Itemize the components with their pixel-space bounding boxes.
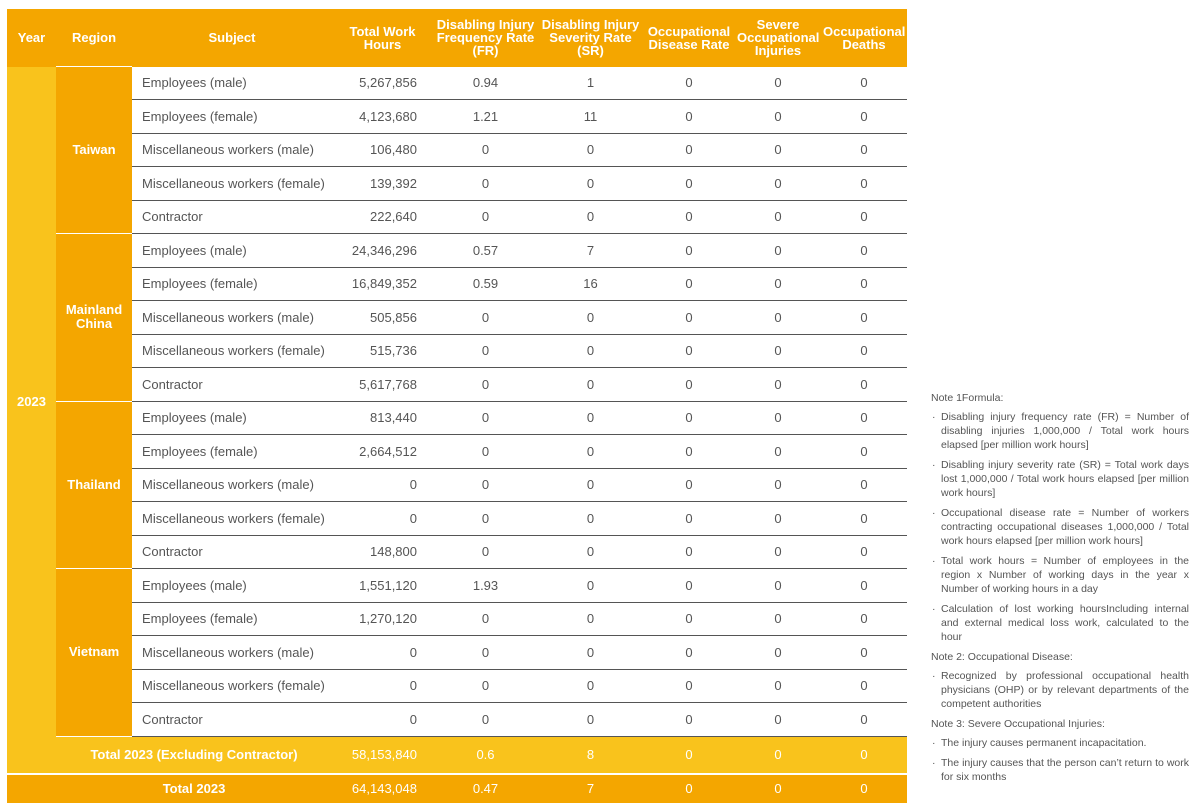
work-hours-cell: 0: [332, 703, 433, 737]
total-work-hours-cell: 64,143,048: [332, 774, 433, 804]
note-list: [931, 410, 1189, 644]
work-hours-cell: 222,640: [332, 200, 433, 234]
notes-panel: [931, 391, 1189, 790]
subject-cell: Employees (female): [132, 602, 332, 636]
severe-injuries-cell: 0: [735, 602, 821, 636]
disease-rate-cell: 0: [643, 133, 735, 167]
severity-rate-cell: 0: [538, 535, 643, 569]
deaths-cell: 0: [821, 401, 907, 435]
work-hours-cell: 106,480: [332, 133, 433, 167]
work-hours-cell: 16,849,352: [332, 267, 433, 301]
header-deaths: Occupational Deaths: [821, 9, 907, 67]
frequency-rate-cell: 0: [433, 502, 538, 536]
severe-injuries-cell: 0: [735, 502, 821, 536]
disease-rate-cell: 0: [643, 401, 735, 435]
table-row: [7, 133, 907, 167]
deaths-cell: 0: [821, 669, 907, 703]
subject-cell: Miscellaneous workers (female): [132, 167, 332, 201]
note-item: · Disabling injury frequency rate (FR) = Number of disabling injuries 1,000,000 / Total work hours elapsed [per million work hours]: [931, 410, 1189, 452]
severity-rate-cell: 0: [538, 200, 643, 234]
subject-cell: Employees (female): [132, 435, 332, 469]
frequency-rate-cell: 0: [433, 602, 538, 636]
safety-statistics-table: [7, 9, 907, 805]
header-year: Year: [7, 9, 56, 67]
region-cell: Thailand: [56, 401, 132, 569]
work-hours-cell: 4,123,680: [332, 100, 433, 134]
total-disease-rate-cell: 0: [643, 774, 735, 804]
note-title: Note 2: Occupational Disease:: [931, 651, 1073, 663]
deaths-cell: 0: [821, 569, 907, 603]
severity-rate-cell: 0: [538, 703, 643, 737]
severity-rate-cell: 0: [538, 401, 643, 435]
work-hours-cell: 505,856: [332, 301, 433, 335]
subject-cell: Miscellaneous workers (male): [132, 301, 332, 335]
severe-injuries-cell: 0: [735, 100, 821, 134]
frequency-rate-cell: 1.93: [433, 569, 538, 603]
deaths-cell: 0: [821, 636, 907, 670]
frequency-rate-cell: 0: [433, 301, 538, 335]
severe-injuries-cell: 0: [735, 200, 821, 234]
deaths-cell: 0: [821, 100, 907, 134]
table-row: [7, 703, 907, 737]
table-row: [7, 636, 907, 670]
disease-rate-cell: 0: [643, 468, 735, 502]
table-row: [7, 267, 907, 301]
table-row: [7, 535, 907, 569]
disease-rate-cell: 0: [643, 334, 735, 368]
total-severe-injuries-cell: 0: [735, 774, 821, 804]
frequency-rate-cell: 0: [433, 368, 538, 402]
subject-cell: Employees (male): [132, 234, 332, 268]
frequency-rate-cell: 0: [433, 636, 538, 670]
deaths-cell: 0: [821, 301, 907, 335]
severity-rate-cell: 0: [538, 468, 643, 502]
header-total-work-hours: Total Work Hours: [332, 9, 433, 67]
severe-injuries-cell: 0: [735, 435, 821, 469]
deaths-cell: 0: [821, 67, 907, 100]
total-severity-rate-cell: 7: [538, 774, 643, 804]
header-frequency-rate: Disabling Injury Frequency Rate (FR): [433, 9, 538, 67]
frequency-rate-cell: 0.57: [433, 234, 538, 268]
header-subject: Subject: [132, 9, 332, 67]
work-hours-cell: 5,267,856: [332, 67, 433, 100]
severity-rate-cell: 0: [538, 334, 643, 368]
note-item: · Total work hours = Number of employees in the region x Number of working days in the year x Number of working hours in a day: [931, 554, 1189, 596]
total-severity-rate-cell: 8: [538, 736, 643, 774]
table-row: [7, 234, 907, 268]
work-hours-cell: 24,346,296: [332, 234, 433, 268]
disease-rate-cell: 0: [643, 368, 735, 402]
severity-rate-cell: 11: [538, 100, 643, 134]
table-row: [7, 200, 907, 234]
total-severe-injuries-cell: 0: [735, 736, 821, 774]
frequency-rate-cell: 0.94: [433, 67, 538, 100]
header-severe-injuries: Severe Occupational Injuries: [735, 9, 821, 67]
total-label: Total 2023 (Excluding Contractor): [56, 736, 332, 774]
subject-cell: Employees (female): [132, 100, 332, 134]
total-frequency-rate-cell: 0.6: [433, 736, 538, 774]
subject-cell: Employees (male): [132, 67, 332, 100]
subject-cell: Miscellaneous workers (male): [132, 468, 332, 502]
table-row: [7, 602, 907, 636]
work-hours-cell: 1,551,120: [332, 569, 433, 603]
frequency-rate-cell: 0: [433, 435, 538, 469]
frequency-rate-cell: 0: [433, 200, 538, 234]
frequency-rate-cell: 0: [433, 535, 538, 569]
severity-rate-cell: 0: [538, 301, 643, 335]
severe-injuries-cell: 0: [735, 368, 821, 402]
severe-injuries-cell: 0: [735, 468, 821, 502]
severity-rate-cell: 0: [538, 502, 643, 536]
region-cell: Vietnam: [56, 569, 132, 737]
disease-rate-cell: 0: [643, 67, 735, 100]
table-row: [7, 401, 907, 435]
severity-rate-cell: 0: [538, 133, 643, 167]
table-row: [7, 301, 907, 335]
disease-rate-cell: 0: [643, 234, 735, 268]
severe-injuries-cell: 0: [735, 133, 821, 167]
table-row: [7, 100, 907, 134]
frequency-rate-cell: 0.59: [433, 267, 538, 301]
subject-cell: Miscellaneous workers (female): [132, 334, 332, 368]
severity-rate-cell: 0: [538, 669, 643, 703]
region-cell: Mainland China: [56, 234, 132, 402]
deaths-cell: 0: [821, 535, 907, 569]
note-title: Note 3: Severe Occupational Injuries:: [931, 718, 1105, 730]
total-spacer: [7, 774, 56, 804]
note-item: · The injury causes permanent incapacitation.: [931, 736, 1189, 750]
frequency-rate-cell: 0: [433, 133, 538, 167]
subject-cell: Employees (male): [132, 401, 332, 435]
severe-injuries-cell: 0: [735, 636, 821, 670]
disease-rate-cell: 0: [643, 301, 735, 335]
total-row: [7, 736, 907, 774]
severe-injuries-cell: 0: [735, 669, 821, 703]
disease-rate-cell: 0: [643, 100, 735, 134]
severe-injuries-cell: 0: [735, 167, 821, 201]
disease-rate-cell: 0: [643, 636, 735, 670]
work-hours-cell: 0: [332, 502, 433, 536]
deaths-cell: 0: [821, 435, 907, 469]
header-row: [7, 9, 907, 67]
severe-injuries-cell: 0: [735, 535, 821, 569]
severe-injuries-cell: 0: [735, 569, 821, 603]
severity-rate-cell: 16: [538, 267, 643, 301]
header-severity-rate: Disabling Injury Severity Rate (SR): [538, 9, 643, 67]
work-hours-cell: 0: [332, 669, 433, 703]
severity-rate-cell: 0: [538, 602, 643, 636]
severity-rate-cell: 0: [538, 167, 643, 201]
subject-cell: Contractor: [132, 368, 332, 402]
disease-rate-cell: 0: [643, 535, 735, 569]
work-hours-cell: 515,736: [332, 334, 433, 368]
subject-cell: Employees (male): [132, 569, 332, 603]
severe-injuries-cell: 0: [735, 334, 821, 368]
frequency-rate-cell: 1.21: [433, 100, 538, 134]
deaths-cell: 0: [821, 267, 907, 301]
note-item: · Disabling injury severity rate (SR) = Total work days lost 1,000,000 / Total work hours elapsed [per million work hours]: [931, 458, 1189, 500]
disease-rate-cell: 0: [643, 267, 735, 301]
severe-injuries-cell: 0: [735, 267, 821, 301]
work-hours-cell: 2,664,512: [332, 435, 433, 469]
total-frequency-rate-cell: 0.47: [433, 774, 538, 804]
subject-cell: Miscellaneous workers (male): [132, 636, 332, 670]
table-row: [7, 569, 907, 603]
deaths-cell: 0: [821, 502, 907, 536]
frequency-rate-cell: 0: [433, 401, 538, 435]
note-title: Note 1Formula:: [931, 392, 1004, 404]
work-hours-cell: 0: [332, 468, 433, 502]
disease-rate-cell: 0: [643, 435, 735, 469]
disease-rate-cell: 0: [643, 200, 735, 234]
table-row: [7, 468, 907, 502]
total-deaths-cell: 0: [821, 736, 907, 774]
total-deaths-cell: 0: [821, 774, 907, 804]
severity-rate-cell: 0: [538, 368, 643, 402]
year-cell: 2023: [7, 67, 56, 737]
subject-cell: Contractor: [132, 535, 332, 569]
severe-injuries-cell: 0: [735, 67, 821, 100]
table-row: [7, 435, 907, 469]
severe-injuries-cell: 0: [735, 703, 821, 737]
work-hours-cell: 148,800: [332, 535, 433, 569]
disease-rate-cell: 0: [643, 167, 735, 201]
table-row: [7, 67, 907, 100]
work-hours-cell: 0: [332, 636, 433, 670]
deaths-cell: 0: [821, 602, 907, 636]
table-row: [7, 502, 907, 536]
deaths-cell: 0: [821, 368, 907, 402]
severity-rate-cell: 7: [538, 234, 643, 268]
total-spacer: [7, 736, 56, 774]
disease-rate-cell: 0: [643, 502, 735, 536]
deaths-cell: 0: [821, 234, 907, 268]
header-region: Region: [56, 9, 132, 67]
table-row: [7, 368, 907, 402]
work-hours-cell: 139,392: [332, 167, 433, 201]
subject-cell: Contractor: [132, 703, 332, 737]
frequency-rate-cell: 0: [433, 703, 538, 737]
frequency-rate-cell: 0: [433, 468, 538, 502]
severity-rate-cell: 0: [538, 435, 643, 469]
deaths-cell: 0: [821, 200, 907, 234]
severity-rate-cell: 0: [538, 636, 643, 670]
total-row: [7, 774, 907, 804]
severe-injuries-cell: 0: [735, 301, 821, 335]
header-disease-rate: Occupational Disease Rate: [643, 9, 735, 67]
deaths-cell: 0: [821, 703, 907, 737]
deaths-cell: 0: [821, 167, 907, 201]
subject-cell: Employees (female): [132, 267, 332, 301]
note-item: · The injury causes that the person can’t return to work for six months: [931, 756, 1189, 784]
work-hours-cell: 1,270,120: [332, 602, 433, 636]
note-list: [931, 736, 1189, 784]
total-label: Total 2023: [56, 774, 332, 804]
frequency-rate-cell: 0: [433, 669, 538, 703]
frequency-rate-cell: 0: [433, 334, 538, 368]
work-hours-cell: 813,440: [332, 401, 433, 435]
disease-rate-cell: 0: [643, 569, 735, 603]
region-cell: Taiwan: [56, 67, 132, 234]
note-item: · Recognized by professional occupational health physicians (OHP) or by relevant departments of the competent authorities: [931, 669, 1189, 711]
note-list: [931, 669, 1189, 711]
frequency-rate-cell: 0: [433, 167, 538, 201]
disease-rate-cell: 0: [643, 602, 735, 636]
severity-rate-cell: 0: [538, 569, 643, 603]
subject-cell: Miscellaneous workers (male): [132, 133, 332, 167]
note-item: · Occupational disease rate = Number of workers contracting occupational diseases 1,000,000 / Total work hours elapsed [per million work hours]: [931, 506, 1189, 548]
subject-cell: Miscellaneous workers (female): [132, 669, 332, 703]
deaths-cell: 0: [821, 468, 907, 502]
total-disease-rate-cell: 0: [643, 736, 735, 774]
work-hours-cell: 5,617,768: [332, 368, 433, 402]
disease-rate-cell: 0: [643, 703, 735, 737]
total-work-hours-cell: 58,153,840: [332, 736, 433, 774]
deaths-cell: 0: [821, 334, 907, 368]
subject-cell: Contractor: [132, 200, 332, 234]
disease-rate-cell: 0: [643, 669, 735, 703]
severe-injuries-cell: 0: [735, 401, 821, 435]
subject-cell: Miscellaneous workers (female): [132, 502, 332, 536]
table-row: [7, 334, 907, 368]
table-row: [7, 167, 907, 201]
note-item: · Calculation of lost working hoursIncluding internal and external medical loss work, calculated to the hour: [931, 602, 1189, 644]
table-row: [7, 669, 907, 703]
severity-rate-cell: 1: [538, 67, 643, 100]
deaths-cell: 0: [821, 133, 907, 167]
severe-injuries-cell: 0: [735, 234, 821, 268]
